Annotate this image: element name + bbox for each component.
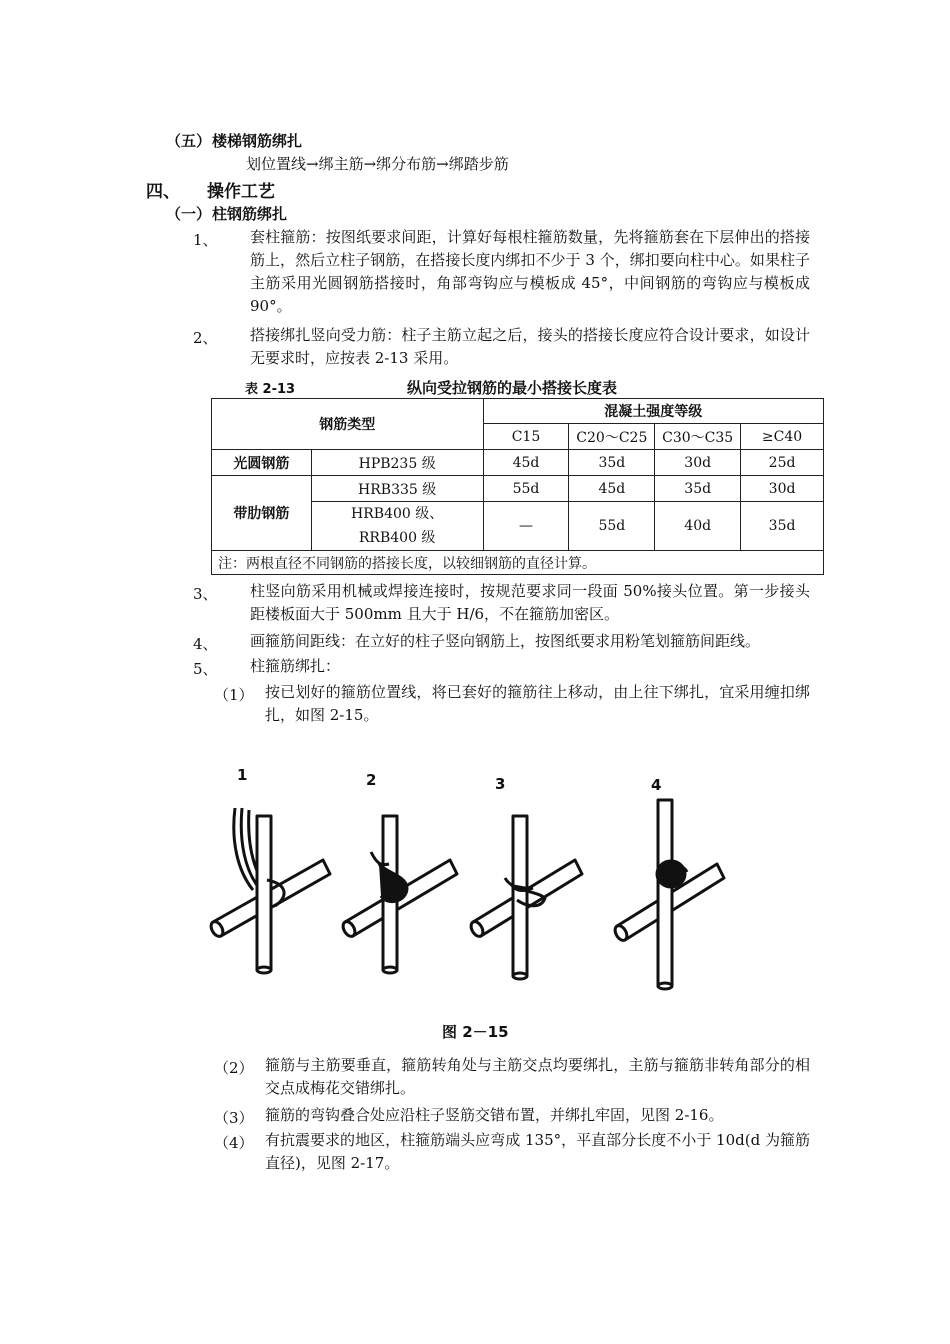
figure-step-label: 4 (651, 776, 662, 794)
figure-step-label: 2 (366, 771, 377, 789)
item-number: 1、 (193, 231, 218, 249)
item-text: 搭接绑扎竖向受力筋：柱子主筋立起之后，接头的搭接长度应符合设计要求，如设计无要求时，应按表 2-13 采用。 (250, 326, 810, 367)
item-number: 4、 (193, 635, 218, 653)
value-cell: 55d (569, 502, 655, 551)
lap-length-table (211, 398, 824, 575)
subitem-text: 按已划好的箍筋位置线，将已套好的箍筋往上移动，由上往下绑扎，宜采用缠扣绑扎，如图 2-15。 (265, 683, 810, 724)
chapter-4-number: 四、 (146, 182, 180, 202)
type-cell: HRB335 级 (311, 476, 483, 502)
chapter-4-title: 操作工艺 (207, 182, 275, 202)
value-cell: 35d (569, 450, 655, 476)
grade-cell: C20～C25 (569, 424, 655, 450)
subitem-text: 有抗震要求的地区，柱箍筋端头应弯成 135°，平直部分长度不小于 10d(d 为箍筋直径)，见图 2-17。 (265, 1131, 810, 1172)
item-number: 3、 (193, 585, 218, 603)
value-cell: 35d (655, 476, 741, 502)
tie-step-4-illustration (613, 800, 724, 989)
table-row (212, 476, 824, 502)
item-text: 柱竖向筋采用机械或焊接连接时，按规范要求同一段面 50%接头位置。第一步接头距楼板面大于 500mm 且大于 H/6，不在箍筋加密区。 (250, 582, 810, 623)
group-cell: 带肋钢筋 (212, 476, 312, 551)
type-cell: HRB400 级、RRB400 级 (311, 502, 483, 551)
figure-step-label: 1 (237, 766, 248, 784)
tie-step-1-illustration (209, 808, 330, 973)
group-cell: 光圆钢筋 (212, 450, 312, 476)
subsection-1-title: 柱钢筋绑扎 (212, 205, 288, 223)
table-note: 注：两根直径不同钢筋的搭接长度，以较细钢筋的直径计算。 (212, 551, 824, 575)
header-concrete-grade: 混凝土强度等级 (483, 399, 823, 424)
figure-tie-steps (195, 760, 755, 1000)
grade-cell: C30～C35 (655, 424, 741, 450)
value-cell: 45d (483, 450, 569, 476)
item-text: 柱箍筋绑扎： (250, 657, 341, 675)
subitem-number: （2） (214, 1059, 254, 1077)
value-cell: 35d (741, 502, 824, 551)
table-row (212, 450, 824, 476)
subsection-1-number: （一） (166, 205, 212, 223)
value-cell: 45d (569, 476, 655, 502)
subitem-text: 箍筋的弯钩叠合处应沿柱子竖筋交错布置，并绑扎牢固，见图 2-16。 (265, 1106, 724, 1124)
value-cell: 25d (741, 450, 824, 476)
figure-step-label: 3 (495, 775, 506, 793)
section-5-number: （五） (166, 132, 212, 150)
value-cell: 55d (483, 476, 569, 502)
item-number: 5、 (193, 660, 218, 678)
section-5-title: 楼梯钢筋绑扎 (212, 132, 303, 150)
value-cell: 30d (655, 450, 741, 476)
tie-step-3-illustration (469, 816, 582, 979)
grade-cell: C15 (483, 424, 569, 450)
type-cell: HPB235 级 (311, 450, 483, 476)
value-cell: 40d (655, 502, 741, 551)
header-rebar-type: 钢筋类型 (212, 399, 484, 450)
table-label: 表 2-13 (245, 382, 296, 397)
tie-step-2-illustration (341, 816, 457, 973)
item-number: 2、 (193, 329, 218, 347)
subitem-number: （1） (214, 686, 254, 704)
figure-caption: 图 2－15 (442, 1023, 509, 1041)
subitem-number: （3） (214, 1109, 254, 1127)
table-title: 纵向受拉钢筋的最小搭接长度表 (407, 379, 618, 397)
item-text: 画箍筋间距线：在立好的柱子竖向钢筋上，按图纸要求用粉笔划箍筋间距线。 (250, 632, 761, 650)
subitem-text: 箍筋与主筋要垂直，箍筋转角处与主筋交点均要绑扎，主筋与箍筋非转角部分的相交点成梅花交错绑扎。 (265, 1056, 810, 1097)
value-cell: 30d (741, 476, 824, 502)
stair-process-flow: 划位置线→绑主筋→绑分布筋→绑踏步筋 (246, 155, 509, 173)
item-text: 套柱箍筋：按图纸要求间距，计算好每根柱箍筋数量，先将箍筋套在下层伸出的搭接筋上，然后立柱子钢筋，在搭接长度内绑扣不少于 3 个，绑扣要向柱中心。如果柱子主筋采用光圆钢筋搭接时，角部弯钩应与模板成 45°，中间钢筋的弯钩应与模板成 90°。 (250, 228, 810, 315)
value-cell: — (483, 502, 569, 551)
grade-cell: ≥C40 (741, 424, 824, 450)
subitem-number: （4） (214, 1134, 254, 1152)
